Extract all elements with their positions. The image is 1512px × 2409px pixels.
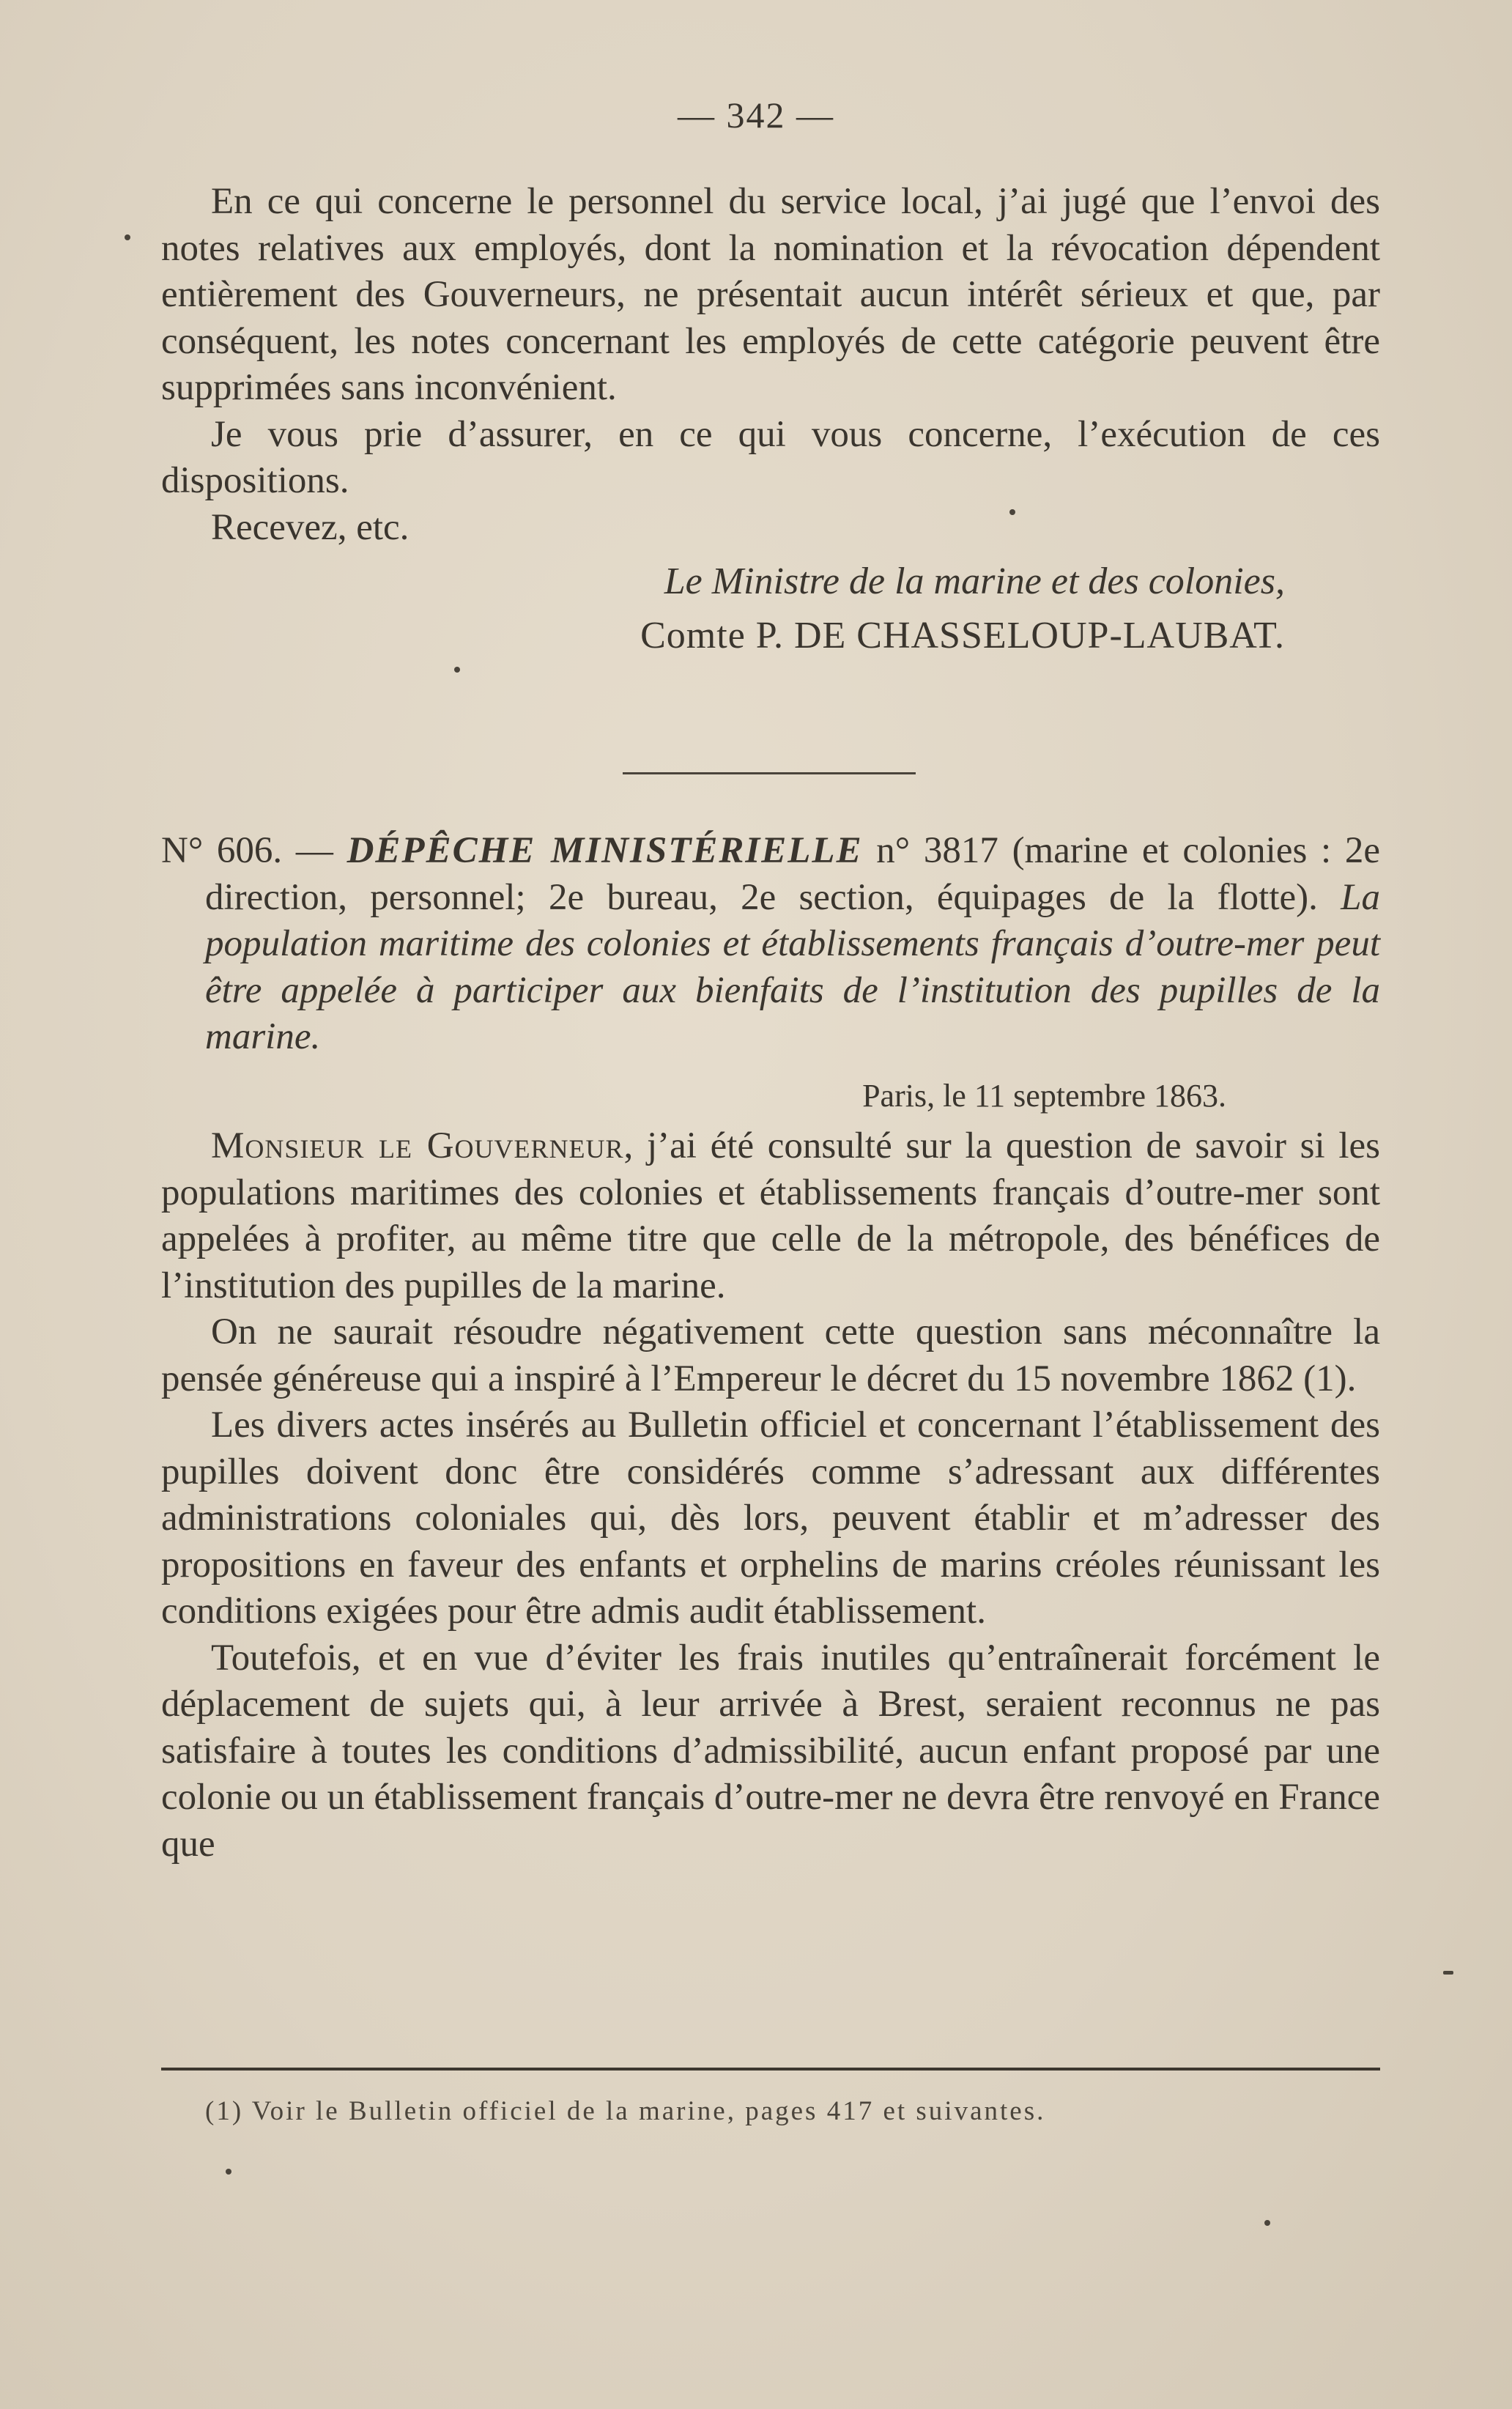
paragraph: En ce qui concerne le personnel du service local, j’ai jugé que l’envoi des notes relatives aux employés, dont la nomination et la révocation dépendent entièrement des Gouverneurs, ne présentait aucun intérêt sérieux et que, par conséquent, les notes concernant les employés de cette catégorie peuvent être supprimées sans inconvénient. xyxy=(161,181,1380,408)
paragraph: Toutefois, et en vue d’éviter les frais inutiles qu’entraînerait forcément le déplacement de sujets qui, à leur arrivée à Brest, seraient reconnus ne pas satisfaire à toutes les conditions d’admissibilité, aucun enfant proposé par une colonie ou un établissement français d’outre-mer ne devra être renvoyé en France que xyxy=(161,1637,1380,1865)
section-previous-letter-end xyxy=(161,179,1380,659)
print-speck xyxy=(1009,509,1015,515)
print-speck xyxy=(226,2169,231,2175)
dispatch-summary: La population maritime des colonies et établissements français d’outre-mer peut être appelée à participer aux bienfaits de l’institution des pupilles de la marine. xyxy=(205,876,1380,1057)
dateline: Paris, le 11 septembre 1863. xyxy=(862,1077,1226,1114)
footnote: (1) Voir le Bulletin officiel de la marine, pages 417 et suivantes. xyxy=(205,2096,1046,2126)
print-speck xyxy=(125,234,130,240)
paragraph: Les divers actes insérés au Bulletin officiel et concernant l’établissement des pupilles doivent donc être considérés comme s’adressant aux différentes administrations coloniales qui, dès lors, peuvent établir et m’adresser des propositions en faveur des enfants et orphelins de marins créoles réunissant les conditions exigées pour être admis audit établissement. xyxy=(161,1405,1380,1632)
dispatch-details: n° 3817 (marine et colonies : 2e direction, personnel; 2e bureau, 2e section, équipages de la flotte). xyxy=(205,830,1380,918)
dispatch-section xyxy=(161,828,1380,1868)
salutation: Monsieur le Gouverneur xyxy=(211,1125,624,1166)
paragraph-text: , j’ai été consulté sur la question de savoir si les populations maritimes des colonies et établissements français d’outre-mer sont appelées à profiter, au même titre que celle de la métropole, des bénéfices de l’institution des pupilles de la marine. xyxy=(161,1125,1380,1306)
print-speck xyxy=(1264,2220,1270,2226)
separator-rule xyxy=(623,772,916,774)
dispatch-heading xyxy=(161,828,1380,1061)
print-speck xyxy=(1443,1971,1453,1975)
print-speck xyxy=(454,667,460,673)
dispatch-number: N° 606. — xyxy=(161,830,347,871)
paragraph xyxy=(161,1123,1380,1309)
page-number: — 342 — xyxy=(678,95,834,136)
footnote-rule xyxy=(161,2068,1380,2071)
closing-formula: Recevez, etc. xyxy=(211,506,410,548)
paragraph: On ne saurait résoudre négativement cette question sans méconnaître la pensée généreuse qui a inspiré à l’Empereur le décret du 15 novembre 1862 (1). xyxy=(161,1311,1380,1399)
dispatch-title: DÉPÊCHE MINISTÉRIELLE xyxy=(346,830,863,871)
signature-name: Comte P. DE CHASSELOUP-LAUBAT. xyxy=(640,614,1285,656)
signature-title: Le Ministre de la marine et des colonies, xyxy=(664,560,1285,602)
paragraph: Je vous prie d’assurer, en ce qui vous concerne, l’exécution de ces dispositions. xyxy=(161,413,1380,501)
